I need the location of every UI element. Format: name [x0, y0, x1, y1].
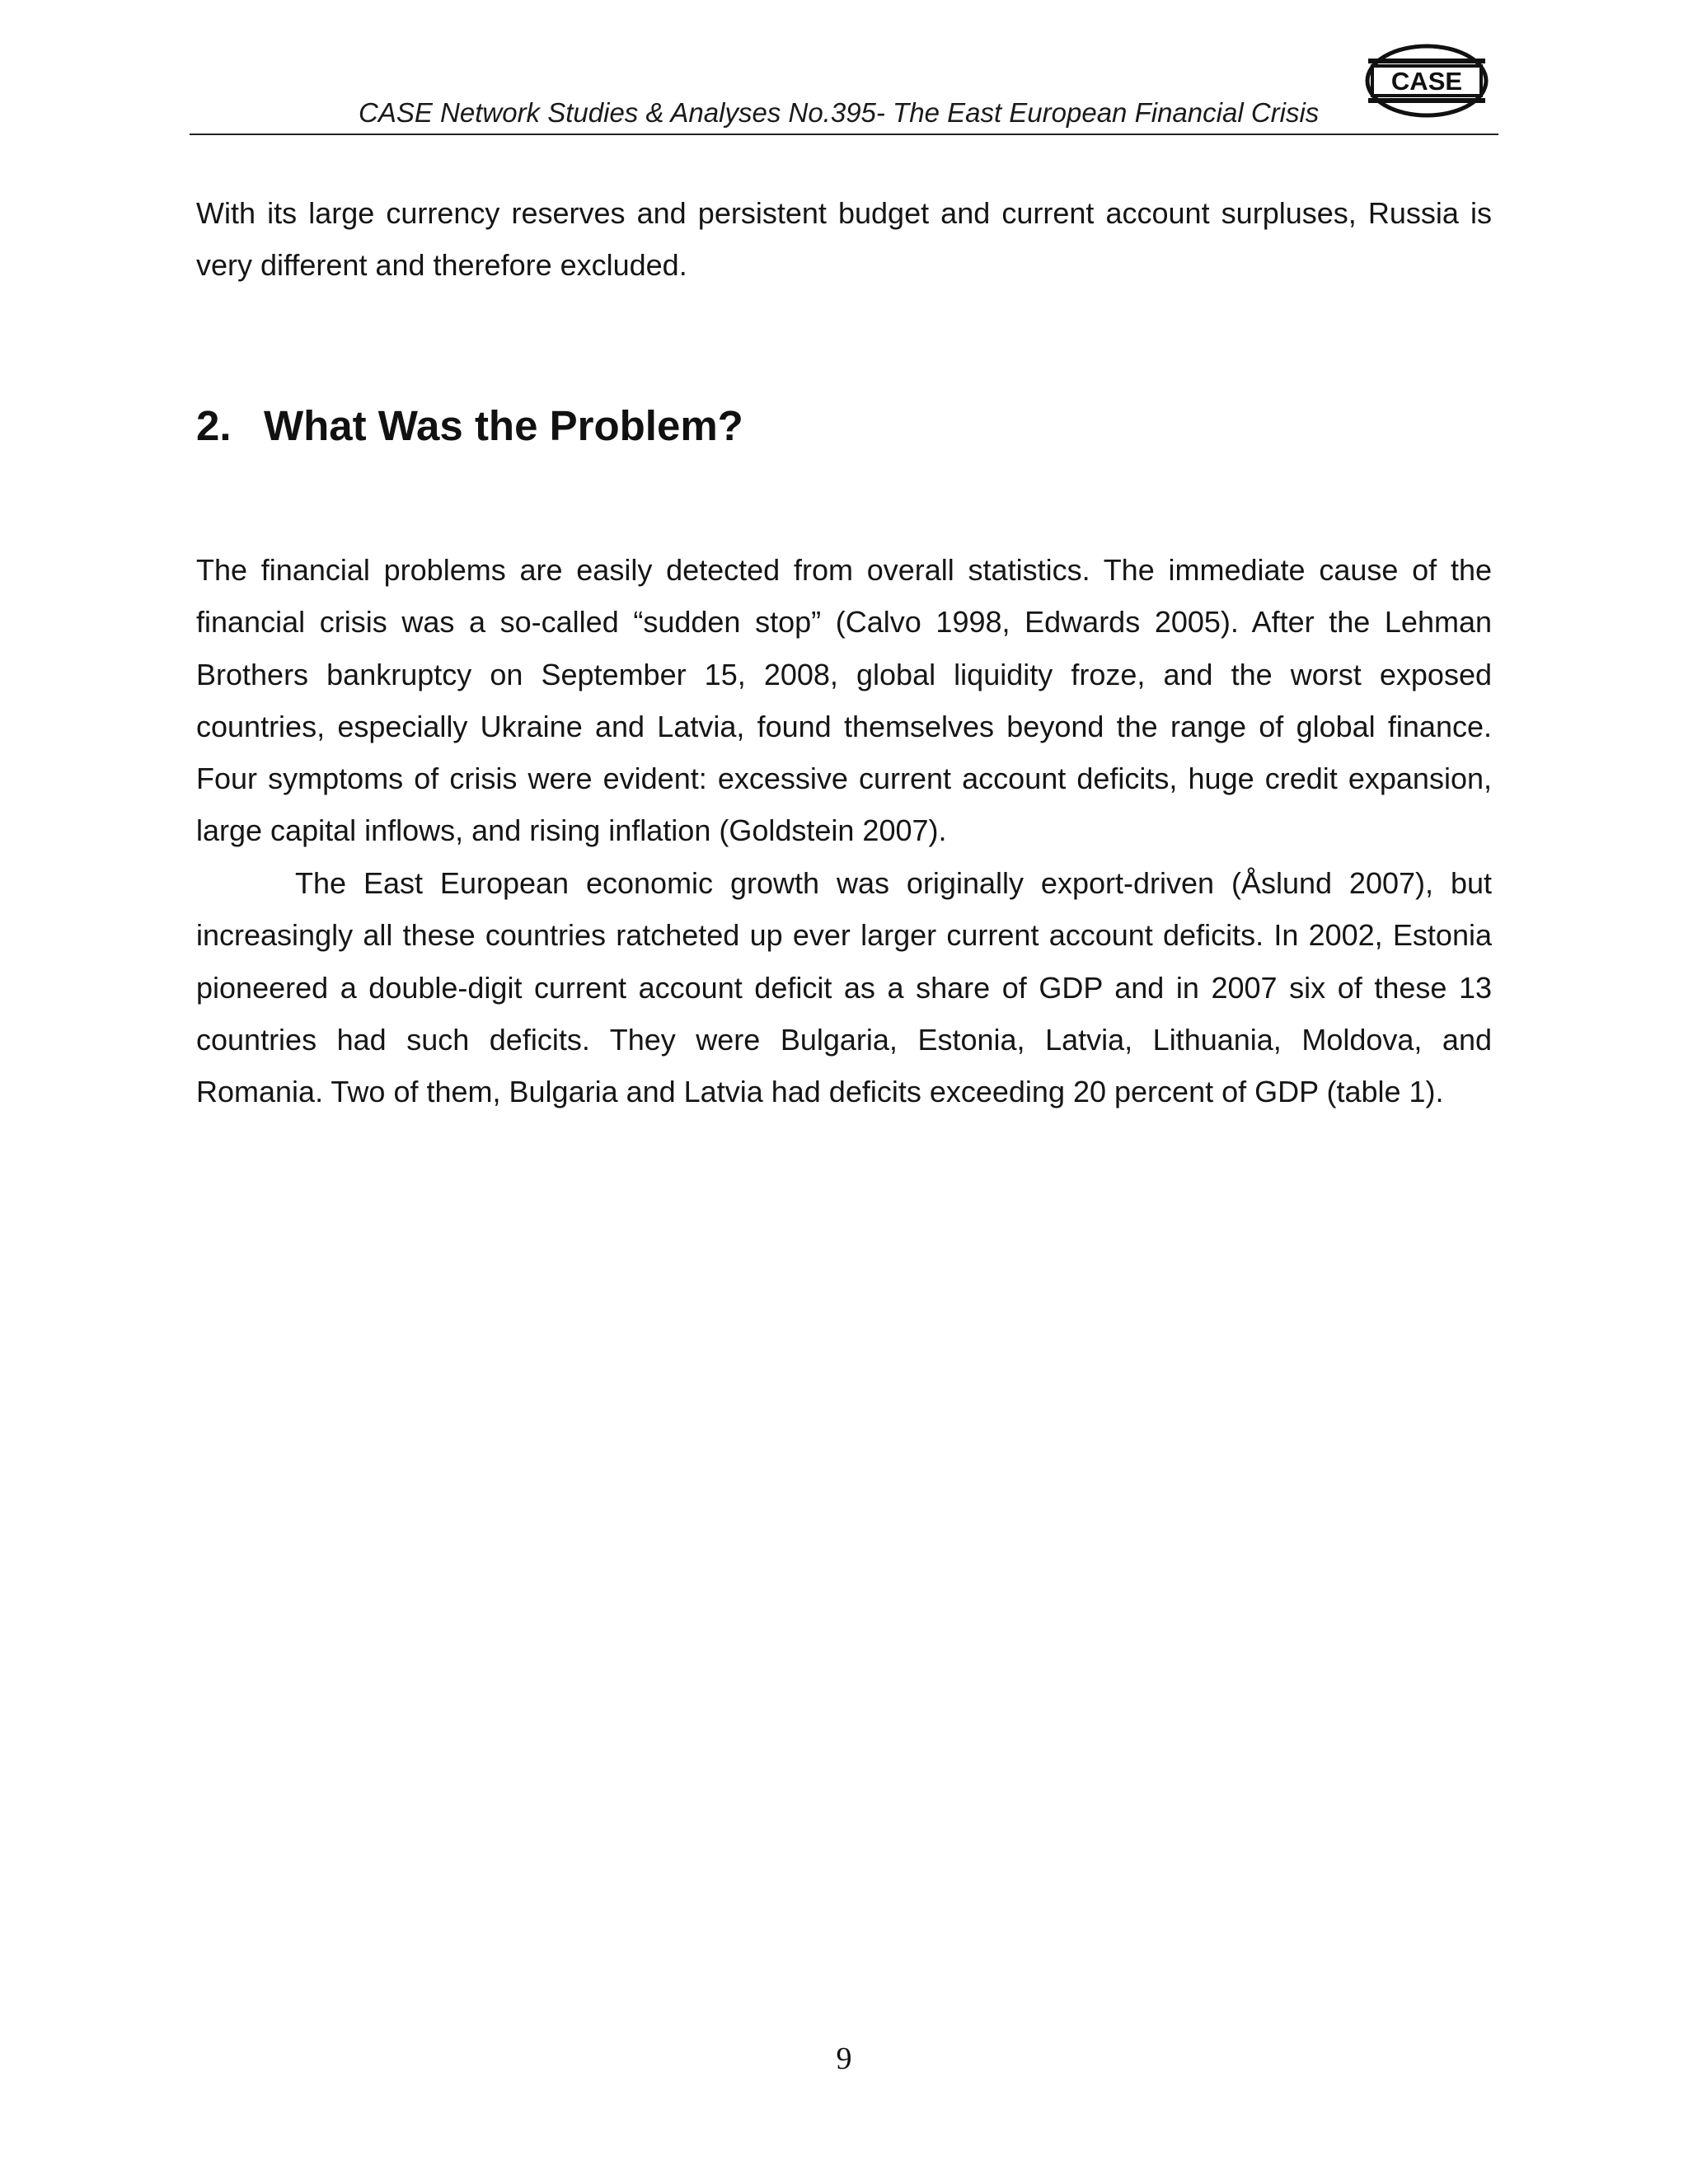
section-number: 2.: [196, 402, 232, 449]
running-header: [190, 43, 1498, 135]
case-logo-text: CASE: [1390, 67, 1463, 96]
header-title: CASE Network Studies & Analyses No.395- The East European Financial Crisis: [359, 97, 1320, 128]
intro-paragraph: With its large currency reserves and persistent budget and current account surpluses, Russia is very different and therefore excluded.: [196, 196, 1492, 283]
body-paragraph-east-european-growth: The East European economic growth was originally export-driven (Åslund 2007), but increasingly all these countries ratcheted up ever larger current account deficits. In 2002, Estonia pioneered a double-digit current account deficit as a share of GDP and in 2007 six of these 13 countries had such deficits. They were Bulgaria, Estonia, Latvia, Lithuania, Moldova, and Romania. Two of them, Bulgaria and Latvia had deficits exceeding 20 percent of GDP (table 1).: [196, 866, 1492, 1109]
header-rule: [190, 134, 1498, 135]
section-heading: [196, 401, 743, 450]
page-number: 9: [836, 2041, 852, 2076]
section-title: What Was the Problem?: [264, 402, 743, 449]
case-logo: [1365, 43, 1489, 119]
body-paragraph-financial-problems: The financial problems are easily detected from overall statistics. The immediate cause of the financial crisis was a so-called “sudden stop” (Calvo 1998, Edwards 2005). After the Lehman Brothers bankruptcy on September 15, 2008, global liquidity froze, and the worst exposed countries, especially Ukraine and Latvia, found themselves beyond the range of global finance. Four symptoms of crisis were evident: excessive current account deficits, huge credit expansion, large capital inflows, and rising inflation (Goldstein 2007).: [196, 553, 1492, 848]
